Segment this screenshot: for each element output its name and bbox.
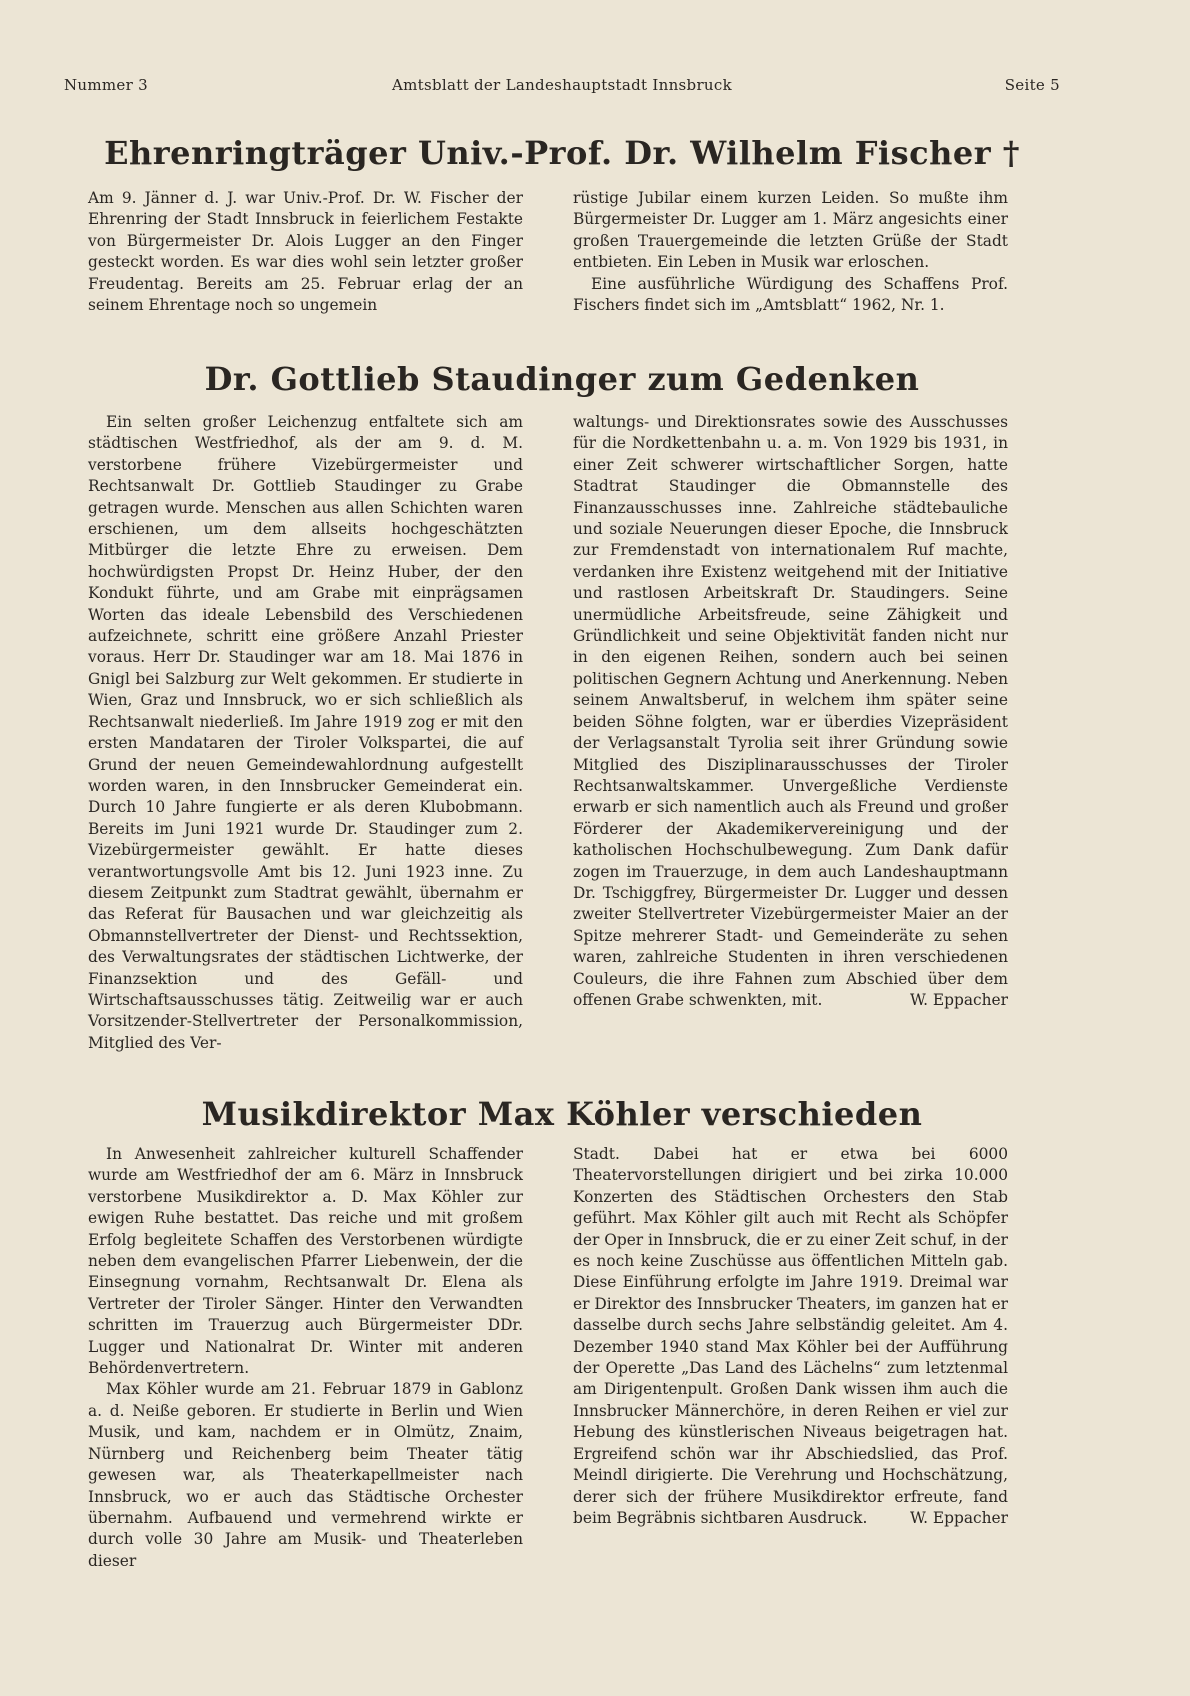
page-number: Seite 5: [1004, 76, 1060, 94]
article-paragraph: [573, 412, 1008, 1011]
article-staudinger-right-column: [573, 412, 1008, 1011]
article-fischer-right-column: [573, 188, 1008, 316]
article-title-koehler: Musikdirektor Max Köhler verschieden: [201, 1095, 923, 1133]
running-header: [64, 76, 1060, 100]
author-signature: W. Eppacher: [909, 1508, 1008, 1527]
article-koehler-right-column: [573, 1144, 1008, 1529]
publication-title: Amtsblatt der Landeshauptstadt Innsbruck: [392, 76, 732, 94]
issue-number: Nummer 3: [64, 76, 148, 94]
article-paragraph: [573, 1144, 1008, 1529]
article-title-staudinger: Dr. Gottlieb Staudinger zum Gedenken: [204, 360, 920, 398]
article-fischer-left-column: [88, 188, 523, 316]
article-title-fischer: Ehrenringträger Univ.-Prof. Dr. Wilhelm Fischer †: [104, 134, 1020, 172]
article-paragraph: In Anwesenheit zahlreicher kulturell Schaffender wurde am Westfriedhof der am 6. März in Innsbruck verstorbene Musikdirektor a. D. Max Köhler zur ewigen Ruhe bestattet. Das reiche und mit großem Erfolg begleitete Schaffen des Verstorbenen würdigte neben dem evangelischen Pfarrer Liebenwein, der die Einsegnung vornahm, Rechtsanwalt Dr. Elena als Vertreter der Tiroler Sänger. Hinter den Verwandten schritten im Trauerzug auch Bürgermeister DDr. Lugger und Nationalrat Dr. Winter mit anderen Behördenvertretern.: [88, 1145, 523, 1378]
article-koehler-left-column: [88, 1144, 523, 1572]
article-paragraph: Am 9. Jänner d. J. war Univ.-Prof. Dr. W. Fischer der Ehrenring der Stadt Innsbruck in feierlichem Festakte von Bürgermeister Dr. Alois Lugger an den Finger gesteckt worden. Es war dies wohl sein letzter großer Freudentag. Bereits am 25. Februar erlag der an seinem Ehrentage noch so ungemein: [88, 189, 523, 315]
article-paragraph: rüstige Jubilar einem kurzen Leiden. So mußte ihm Bürgermeister Dr. Lugger am 1. März angesichts einer großen Trauergemeinde die letzten Grüße der Stadt entbieten. Ein Leben in Musik war erloschen.: [573, 189, 1008, 272]
author-signature: W. Eppacher: [909, 990, 1008, 1009]
article-paragraph: Max Köhler wurde am 21. Februar 1879 in Gablonz a. d. Neiße geboren. Er studierte in Berlin und Wien Musik, und kam, nachdem er in Olmütz, Znaim, Nürnberg und Reichenberg beim Theater tätig gewesen war, als Theaterkapellmeister nach Innsbruck, wo er auch das Städtische Orchester übernahm. Aufbauend und vermehrend wirkte er durch volle 30 Jahre am Musik- und Theaterleben dieser: [88, 1380, 523, 1570]
article-paragraph: Ein selten großer Leichenzug entfaltete sich am städtischen Westfriedhof, als der am 9. d. M. verstorbene frühere Vizebürgermeister und Rechtsanwalt Dr. Gottlieb Staudinger zu Grabe getragen wurde. Menschen aus allen Schichten waren erschienen, um dem allseits hochgeschätzten Mitbürger die letzte Ehre zu erweisen. Dem hochwürdigsten Propst Dr. Heinz Huber, der den Kondukt führte, und am Grabe mit einprägsamen Worten das ideale Lebensbild des Verschiedenen aufzeichnete, schritt eine größere Anzahl Priester voraus. Herr Dr. Staudinger war am 18. Mai 1876 in Gnigl bei Salzburg zur Welt gekommen. Er studierte in Wien, Graz und Innsbruck, wo er sich schließlich als Rechtsanwalt niederließ. Im Jahre 1919 zog er mit den ersten Mandataren der Tiroler Volkspartei, die auf Grund der neuen Gemeindewahlordnung aufgestellt worden waren, in den Innsbrucker Gemeinderat ein. Durch 10 Jahre fungierte er als deren Klubobmann. Bereits im Juni 1921 wurde Dr. Staudinger zum 2. Vizebürgermeister gewählt. Er hatte dieses verantwortungsvolle Amt bis 12. Juni 1923 inne. Zu diesem Zeitpunkt zum Stadtrat gewählt, übernahm er das Referat für Bausachen und war gleichzeitig als Obmannstellvertreter der Dienst- und Rechtssektion, des Verwaltungsrates der städtischen Lichtwerke, der Finanzsektion und des Gefäll- und Wirtschaftsausschusses tätig. Zeitweilig war er auch Vorsitzender-Stellvertreter der Personalkommission, Mitglied des Ver-: [88, 413, 523, 1052]
article-paragraph: Eine ausführliche Würdigung des Schaffens Prof. Fischers findet sich im „Amtsblatt“ 1962, Nr. 1.: [573, 274, 1008, 315]
article-staudinger-left-column: [88, 412, 523, 1054]
article-paragraph-text: Stadt. Dabei hat er etwa bei 6000 Theatervorstellungen dirigiert und bei zirka 10.000 Konzerten des Städtischen Orchesters den Stab geführt. Max Köhler gilt auch mit Recht als Schöpfer der Oper in Innsbruck, die er zu einer Zeit schuf, in der es noch keine Zuschüsse aus öffentlichen Mitteln gab. Diese Einführung erfolgte im Jahre 1919. Dreimal war er Direktor des Innsbrucker Theaters, im ganzen hat er dasselbe durch sechs Jahre selbständig geleitet. Am 4. Dezember 1940 stand Max Köhler bei der Aufführung der Operette „Das Land des Lächelns“ zum letztenmal am Dirigentenpult. Großen Dank wissen ihm auch die Innsbrucker Männerchöre, in deren Reihen er viel zur Hebung des künstlerischen Niveaus beigetragen hat. Ergreifend schön war ihr Abschiedslied, das Prof. Meindl dirigierte. Die Verehrung und Hochschätzung, derer sich der frühere Musikdirektor erfreute, fand beim Begräbnis sichtbaren Ausdruck.: [573, 1145, 1008, 1527]
article-paragraph-text: waltungs- und Direktionsrates sowie des Ausschusses für die Nordkettenbahn u. a. m. Von 1929 bis 1931, in einer Zeit schwerer wirtschaftlicher Sorgen, hatte Stadtrat Staudinger die Obmannstelle des Finanzausschusses inne. Zahlreiche städtebauliche und soziale Neuerungen dieser Epoche, die Innsbruck zur Fremdenstadt von internationalem Ruf machte, verdanken ihre Existenz weitgehend mit der Initiative und rastlosen Arbeitskraft Dr. Staudingers. Seine unermüdliche Arbeitsfreude, seine Zähigkeit und Gründlichkeit und seine Objektivität fanden nicht nur in den eigenen Reihen, sondern auch bei seinen politischen Gegnern Achtung und Anerkennung. Neben seinem Anwaltsberuf, in welchem ihm später seine beiden Söhne folgten, war er überdies Vizepräsident der Verlagsanstalt Tyrolia seit ihrer Gründung sowie Mitglied des Disziplinarausschusses der Tiroler Rechtsanwaltskammer. Unvergeßliche Verdienste erwarb er sich namentlich auch als Freund und großer Förderer der Akademikervereinigung und der katholischen Hochschulbewegung. Zum Dank dafür zogen im Trauerzuge, in dem auch Landeshauptmann Dr. Tschiggfrey, Bürgermeister Dr. Lugger und dessen zweiter Stellvertreter Vizebürgermeister Maier an der Spitze mehrerer Stadt- und Gemeinderäte zu sehen waren, zahlreiche Studenten in ihren verschiedenen Couleurs, die ihre Fahnen zum Abschied über dem offenen Grabe schwenkten, mit.: [573, 413, 1008, 1009]
